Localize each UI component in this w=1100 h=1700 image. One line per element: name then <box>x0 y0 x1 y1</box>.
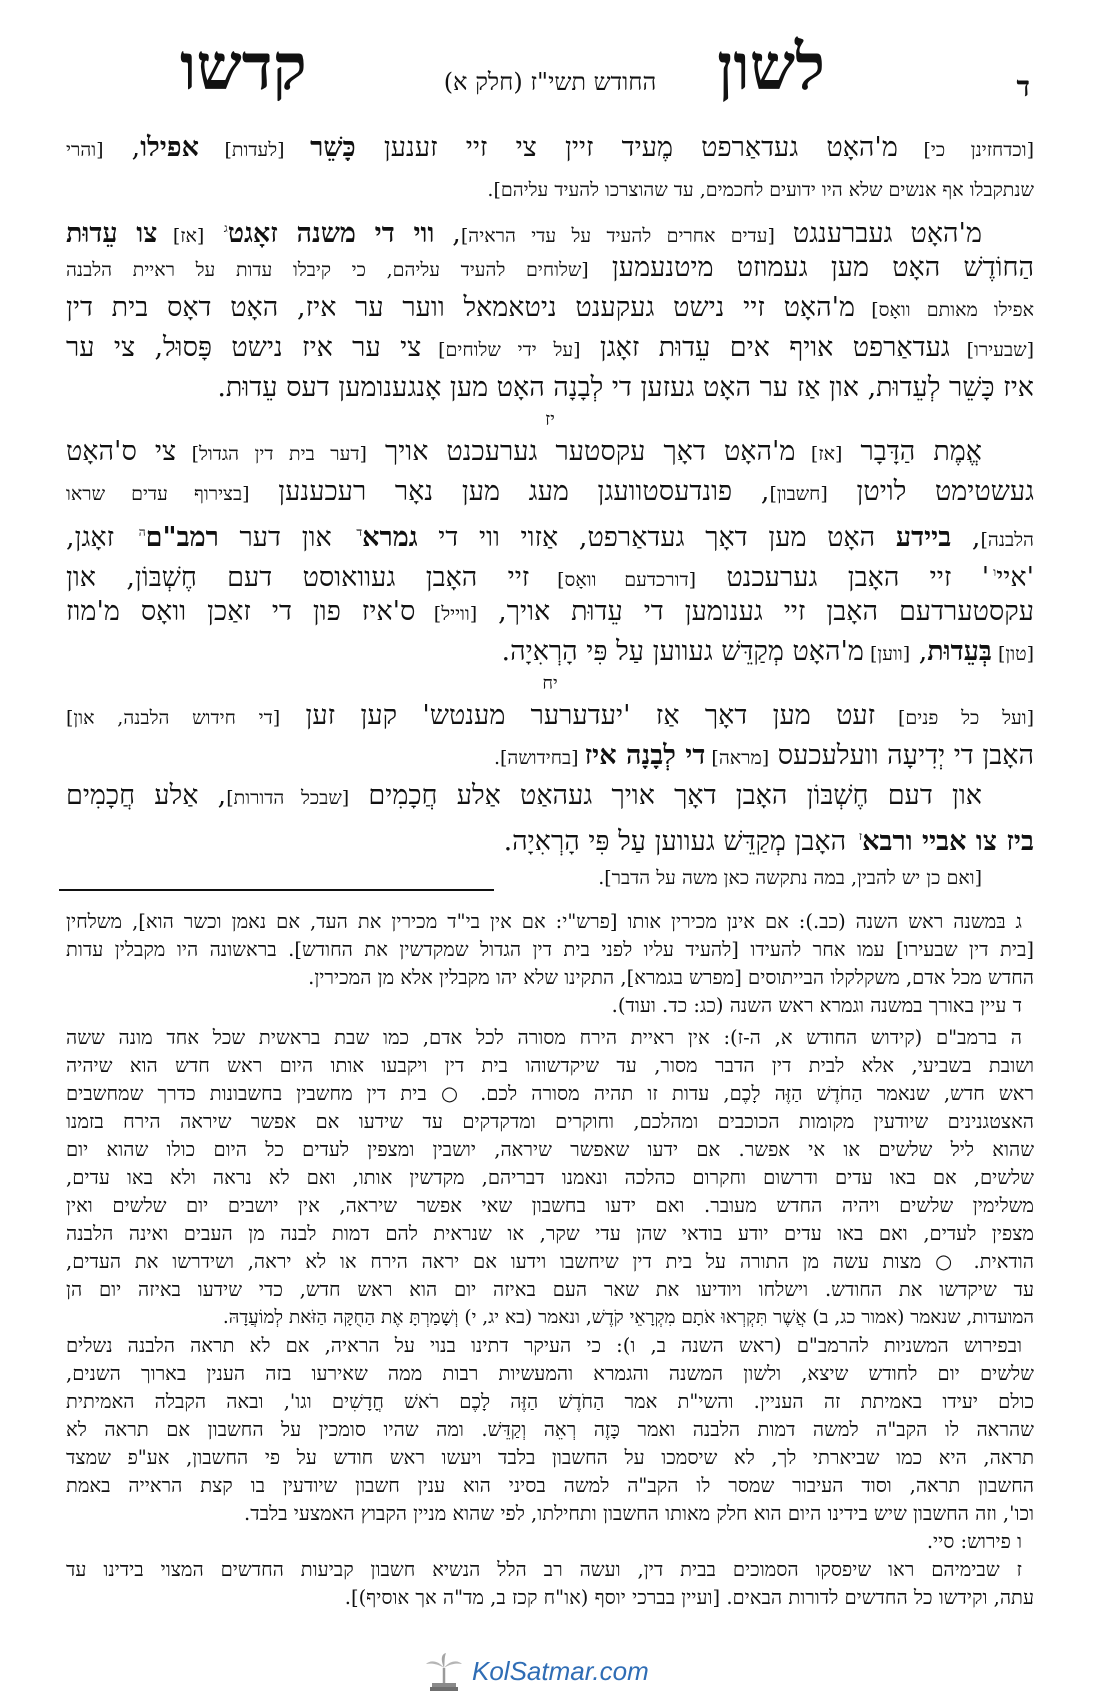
footnote-line: מצפין לעדים, ואם באו עדים יודע בודאי שהן עדי שקר, או שנראית להם דמות לבנה מן העבים ואינה הלבנה <box>66 1222 1034 1245</box>
bracket-insert: [שבעירו] <box>949 339 1034 361</box>
bold-run: אפילו <box>140 132 199 163</box>
text-run: זעט מען דאָך אַז 'יעדערער מענטש' קען זען <box>280 700 876 731</box>
bracket-insert: [מראה] <box>705 747 770 769</box>
text-line <box>66 168 1034 208</box>
text-run: 'איי <box>996 562 1034 593</box>
footnote-line: שהראה לו הקב"ה למשה דמות הלבנה ואמר כָּזֶה רְאֵה וְקַדֵּשׁ. ומה שהיו סומכין על החשבון אם תראה לא <box>66 1418 1034 1441</box>
text-run: עקסטערדעם האָבן זיי גענומען די עֵדוּת אויך, <box>477 596 1034 627</box>
text-run: מ'האָט זיי נישט געקענט ניטאמאל ווער ער איז, האָט דאָס בית דין <box>66 292 856 323</box>
section-number: יח <box>542 673 558 694</box>
text-line <box>66 552 1034 592</box>
page-header <box>60 30 1040 120</box>
bracket-insert: [די חידוש הלבנה, און] <box>66 707 281 729</box>
footnote-line: האצטגנינים שיודעין מקומות הכוכבים ומהלכם, וחוקרים ומדקדקים עד שידעו אם אפשר שיראה הירח בזמנו <box>66 1110 1034 1133</box>
text-run: געדאַרפט אויף אים עֵדוּת זאָגן <box>580 332 950 363</box>
text-line <box>66 248 1034 288</box>
bracket-insert: אפילו מאותם וואָס] <box>855 299 1034 321</box>
bracket-insert: [שבכל הדורות] <box>226 787 350 809</box>
bracket-insert: [בחידושה]. <box>493 747 585 769</box>
running-title-right: לשון <box>717 30 825 105</box>
footnote-marker: ד <box>356 525 363 539</box>
footnote-marker: ז <box>858 829 863 843</box>
bracket-insert: [טון] <box>991 643 1034 665</box>
bracket-insert: [על ידי שלוחים] <box>421 339 581 361</box>
bold-run: ביז צו אביי ורבא <box>862 826 1034 857</box>
text-line <box>66 472 1034 512</box>
text-run: זאָגן, <box>66 522 135 553</box>
text-line <box>66 632 1034 672</box>
text-run: מ'האָט מְקַדֵּשׁ געווען עַל פִּי הָרְאִיָה. <box>501 636 864 667</box>
text-run: צי ס'האָט <box>66 436 177 467</box>
footnote-line: ו פירוש: סיי. <box>926 1530 1022 1553</box>
bold-run: צו עֵדוּת <box>66 218 158 249</box>
footnote-line: שהוא ליל שלשים או אי אפשר. אם ידעו שאפשר שיראה, יושבין ומצפין לעדים כל היום כולו שהוא יום <box>66 1138 1034 1161</box>
text-run: האָבן מְקַדֵּשׁ געווען עַל פִּי הָרְאִיָה. <box>503 826 855 857</box>
bracket-insert: [חשבון] <box>769 483 828 505</box>
text-line <box>66 328 1034 368</box>
bracket-insert: שנתקבלו אף אנשים שלא היו ידועים לחכמים, עד שהוצרכו להעיד עליהם]. <box>487 179 1034 201</box>
footnote-line: ובפירוש המשניות להרמב"ם (ראש השנה ב, ו): כי העיקר דתינו בנוי על הראיה, אם לא תראה הלבנה נשלים <box>66 1334 1022 1357</box>
bracket-insert: [עדים אחרים להעיד על עדי הראיה] <box>460 225 775 247</box>
text-run: האָט מען דאָך געדאַרפט, אַזוי ווי די <box>417 522 896 553</box>
text-run: , <box>910 636 928 667</box>
footnote-line: משלימין שלשים ויהיה החדש מעובר. ואם ידעו בחשבון שאי אפשר שיראה, אין יושבים יום שלשים ואין <box>66 1194 1034 1217</box>
text-run: מ'האָט דאָך עקסטער גערעכנט אויך <box>366 436 796 467</box>
text-run: צי ער איז נישט פָּסוּל, צי ער <box>66 332 422 363</box>
text-run: און דעם חֶשְׁבּוֹן האָבן דאָך אויך געהאַט אַלע חֲכָמִים <box>349 780 983 811</box>
footnote-marker: ג <box>223 221 228 235</box>
footnote-line: [בית דין שבעירו] עמו אחר להעידו [להעיד עליו לפני בית דין הגדול שמקדשין את החודש]. בראשונה היו מקבלין עדות <box>66 938 1034 961</box>
text-run: מ'האָט געברענגט <box>774 218 982 249</box>
footnote-line: וכו', וזה החשבון שיש בידינו היום הוא חלק מאותו החשבון ותחילתו, לפי שהוא מניין הקבוץ האמצעי בלבד. <box>244 1502 1034 1525</box>
watermark-text: KolSatmar.com <box>472 1656 649 1686</box>
bold-run: רמב"ם <box>145 522 219 553</box>
footnote-line: שלשים, אם באו עדים ודרשום וחקרום כהלכה ונאמנו דבריהם, מקדשין אותו, ואם לא נראה ולא באו עדים, <box>66 1166 1034 1189</box>
text-run: , פונדעסטוועגן מעג מען נאָר רעכענען <box>249 476 770 507</box>
running-title-left: קדשו <box>180 30 307 105</box>
bracket-insert: [ווייל] <box>415 603 478 625</box>
bracket-insert: [וכדחזינן כי] <box>897 139 1034 161</box>
text-line <box>66 208 1034 248</box>
footnote-line: ראש חדש, שנאמר הַחֹדֶשׁ הַזֶּה לָכֶם, עדות זו תהיה מסורה לכם. ○ בית דין מחשבין בחשבונות כדרך שמחשבים <box>66 1082 1034 1105</box>
section-number: יז <box>545 409 555 430</box>
footnote-line: שלשים יום לחודש שיצא, ולשון המשנה והגמרא והמעשיות רבות ממה שאירעו בזה הענין בארוך השנים, <box>66 1362 1034 1385</box>
text-line <box>66 128 1034 168</box>
footnote-line: ה ברמב"ם (קידוש החודש א, ה-ז): אין ראיית הירח מסורה לכל אדם, כמו שבת בראשית שכל אחד מונה ששה <box>66 1026 1022 1049</box>
text-run: האָבן די יְדִיעָה וועלעכעס <box>769 740 1034 771</box>
bracket-insert: [והרי <box>66 139 104 161</box>
text-run: מ'האָט געדאַרפט מֶעיד זיין צי זיי זענען <box>355 132 898 163</box>
text-run: געשטימט לויטן <box>827 476 1035 507</box>
text-run: , אַלע חֲכָמִים <box>66 780 227 811</box>
footnote-line: המועדות, שנאמר (אמור כג, ב) אֲשֶׁר תִּקְרְאוּ אֹתָם מִקְרָאֵי קֹדֶשׁ, ונאמר (בא יג, י) וְשָׁמַרְתָּ אֶת הַחֻקָּה הַזֹּאת לְמוֹעֲדָהּ. <box>222 1307 1034 1328</box>
bracket-insert: [ווען] <box>863 643 911 665</box>
footnote-line: ד עיין באורך במשנה וגמרא ראש השנה (כג: כד. ועוד). <box>611 994 1022 1017</box>
footnote-line: ג בּמשנה ראש השנה (כב.): אם אינן מכירין אותו [פרש"י: אם אין בי"ד מכירין את העד, אם נאמן וכשר הוא], משלחין <box>66 910 1022 933</box>
watermark <box>420 1652 660 1692</box>
text-line <box>66 432 1034 472</box>
footnote-line: כולם יעידו באמיתת זה העניין. והשי"ת אמר הַחֹדֶשׁ הַזֶּה לָכֶם רֹאשׁ חֳדָשִׁים וגו', ובאה הקבלה האמיתית <box>66 1390 1034 1413</box>
bracket-insert: [שלוחים להעיד עליהם, כי קיבלו עדות על ראיית הלבנה <box>66 259 589 281</box>
text-line <box>66 776 1034 816</box>
palm-tree-books-logo-icon <box>420 1652 468 1692</box>
text-line <box>66 368 1034 408</box>
text-run: , <box>434 218 461 249</box>
text-run: זיי האָבן געוואוסט דעם חֶשְׁבּוֹן, און <box>66 562 530 593</box>
bold-run: בְּעֵדוּת <box>927 636 992 667</box>
bracket-insert: [אז] <box>795 443 843 465</box>
text-run: , <box>951 522 981 553</box>
bold-run: גמרא <box>362 522 418 553</box>
footnote-line: עד שיקדשו את החודש. וישלחו ויודיעו את שאר העם באיזה יום הוא ראש חדש, כדי שידעו באיזה יום הן <box>66 1278 1034 1301</box>
footnote-marker: ה <box>138 525 146 539</box>
bracket-insert: [ואם כן יש להבין, במה נתקשה כאן משה על הדבר]. <box>598 867 982 889</box>
bracket-insert: [ועל כל פנים] <box>875 707 1035 729</box>
text-run: ' זיי האָבן גערעכנט <box>696 562 990 593</box>
text-line <box>66 696 1034 736</box>
footnote-line: ושובת בשביעי, אלא לבית דין הדבר מסור, עד שיקדשוהו בית דין ויקבעו אותו היום ראש חדש הוא שיהיה <box>66 1054 1034 1077</box>
bold-run: כָּשֵׁר <box>310 132 356 163</box>
bracket-insert: [אז] <box>157 225 220 247</box>
footnotes <box>66 908 1034 1612</box>
footnote-line: החשבון תראה, וסוד העיבור שמסר לו הקב"ה למשה בסיני הוא ענין חשבון שיודעין בו קצת הראייה באמת <box>66 1474 1034 1497</box>
text-line <box>66 512 1034 552</box>
footnote-line: הודאית. ○ מצות עשה מן התורה על בית דין שיחשבו וידעו אם יראה הירח או לא יראה, ושידרשו את העדים, <box>66 1250 1034 1273</box>
text-run: איז כָּשֵׁר לְעֵדוּת, און אַז ער האָט געזען די לְבָנָה האָט מען אָנגענומען דעס עֵדוּת. <box>217 372 1034 403</box>
text-line <box>66 592 1034 632</box>
bracket-insert: [דער בית דין הגדול] <box>176 443 367 465</box>
bracket-insert: [דורכדעם וואָס] <box>529 569 697 591</box>
footnote-line: החדש מכל אדם, משקלקלו הבייתוסים [מפרש בגמרא], התקינו שלא יהו מקבלין אלא מן המכירין. <box>308 966 1034 989</box>
footnote-rule <box>59 889 494 891</box>
text-line <box>66 816 1034 856</box>
bold-run: ביידע <box>895 522 952 553</box>
bracket-insert: [לעדות] <box>198 139 311 161</box>
footnote-marker: ו <box>993 565 997 579</box>
bracket-insert: [בצירוף עדים שראו <box>66 483 250 505</box>
footnote-line: תראה, היא כמו שביארתי לך, לא שיסמכו על החשבון בלבד ויעשו ראש חודש על פי החשבון, אע"פ שמצד <box>66 1446 1034 1469</box>
running-subtitle: החודש תשי"ז (חלק א) <box>443 68 657 96</box>
text-line <box>66 288 1034 328</box>
bold-run: ווי די משנה זאָגט <box>227 218 435 249</box>
footnote-line: עתה, וקידשו כל החדשים לדורות הבאים. [ועיין בברכי יוסף (או"ח קכז ב, מד"ה אך אוסיף)]. <box>344 1586 1034 1609</box>
bracket-insert: הלבנה] <box>980 529 1034 551</box>
footnote-line: ז שבימיהם ראו שיפסקו הסמוכים בבית דין, ועשה רב הלל הנשיא חשבון קביעות החדשים המצוי בידינו עד <box>66 1558 1022 1581</box>
text-line <box>66 736 1034 776</box>
page-number: ד <box>1016 70 1030 103</box>
text-run: , <box>103 132 141 163</box>
bold-run: די לְבָנָה איז <box>584 740 706 771</box>
text-run: און דער <box>218 522 353 553</box>
text-run: אֱמֶת הַדָּבָר <box>842 436 982 467</box>
text-run: ס'איז פון די זאַכן וואָס מ'מוז <box>66 596 416 627</box>
main-text <box>66 128 1034 896</box>
text-run: הַחוֹדֶשׁ האָט מען געמוזט מיטנעמען <box>588 252 1034 283</box>
